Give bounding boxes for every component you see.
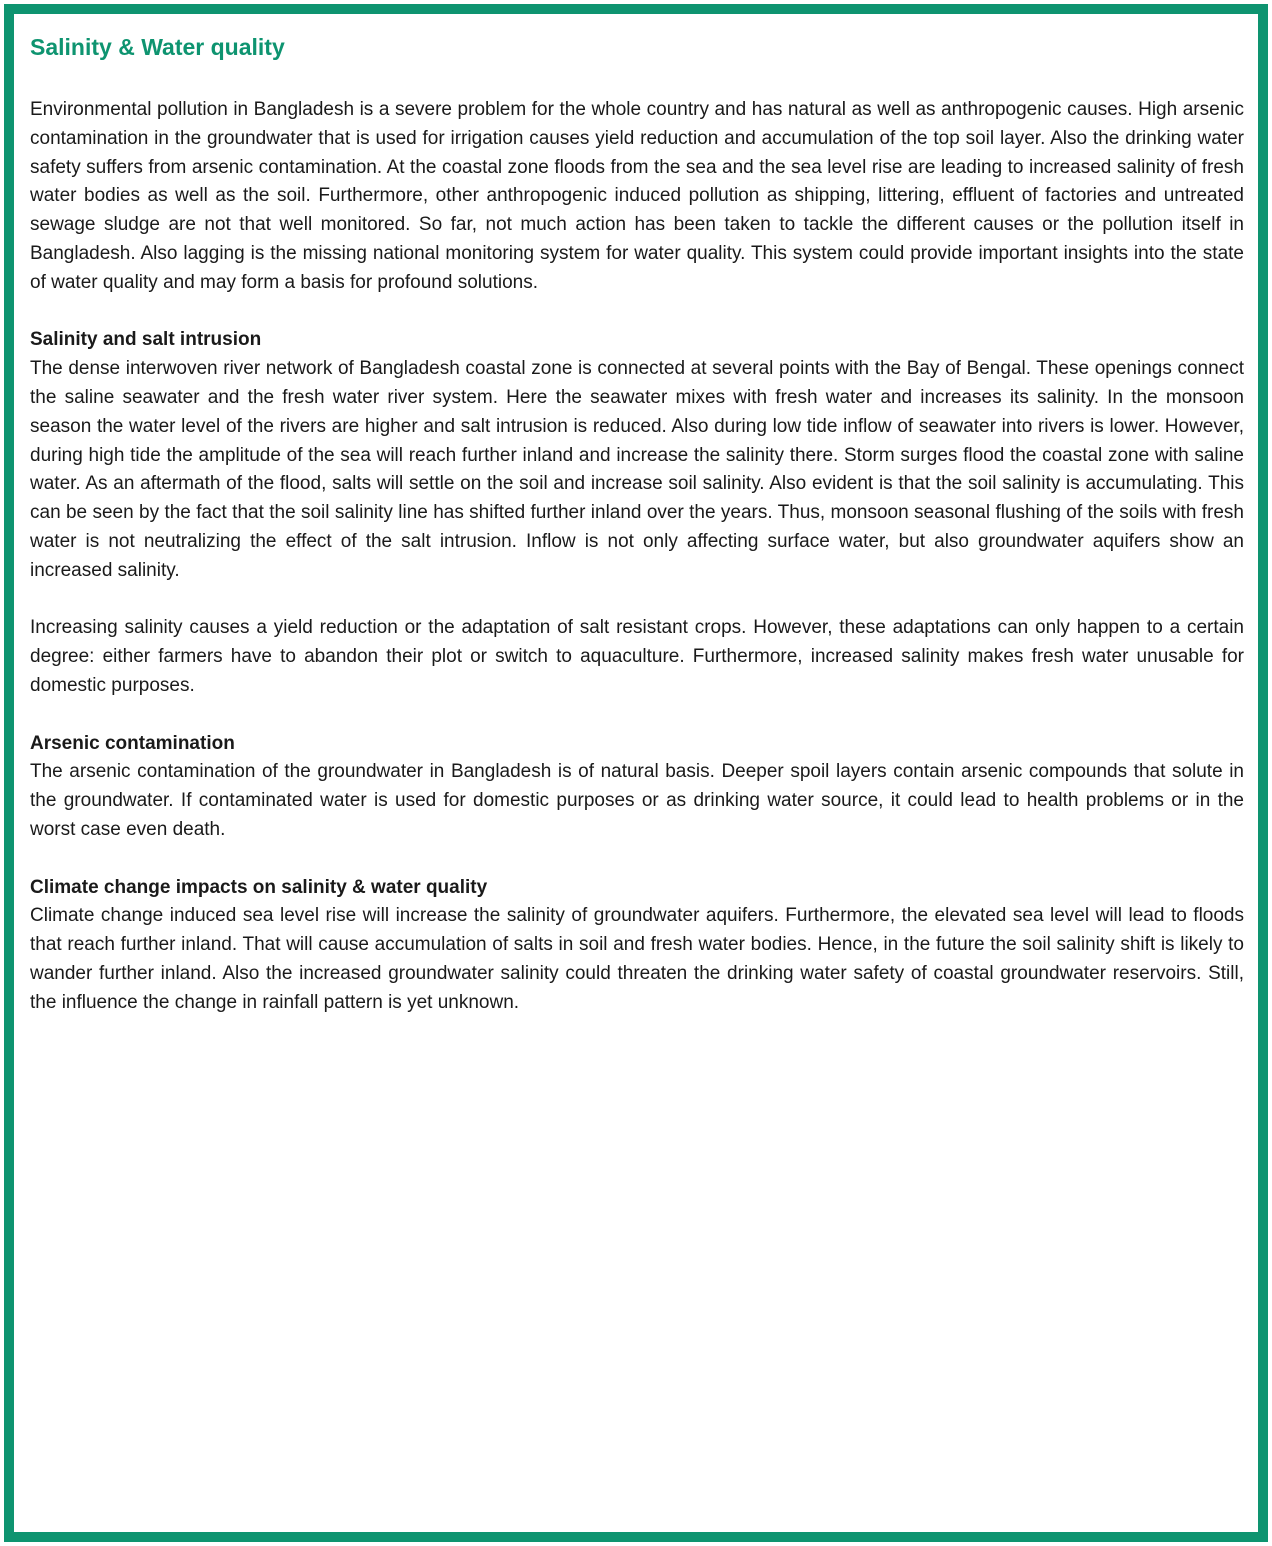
- intro-paragraph: Environmental pollution in Bangladesh is a severe problem for the whole country and has natural as well as anthropogenic causes. High arsenic contamination in the groundwater that is used for irrigation causes yield reduction and accumulation of the top soil layer. Also the drinking water safety suffers from arsenic contamination. At the coastal zone floods from the sea and the sea level rise are leading to increased salinity of fresh water bodies as well as the soil. Furthermore, other anthropogenic induced pollution as shipping, littering, effluent of factories and untreated sewage sludge are not that well monitored. So far, not much action has been taken to tackle the different causes or the pollution itself in Bangladesh. Also lagging is the missing national monitoring system for water quality. This system could provide important insights into the state of water quality and may form a basis for profound solutions.: [30, 99, 1244, 293]
- section-climate-change: [30, 874, 1244, 1018]
- section-paragraph: The dense interwoven river network of Bangladesh coastal zone is connected at several points with the Bay of Bengal. These openings connect the saline seawater and the fresh water river system. Here the seawater mixes with fresh water and increases its salinity. In the monsoon season the water level of the rivers are higher and salt intrusion is reduced. Also during low tide inflow of seawater into rivers is lower. However, during high tide the amplitude of the sea will reach further inland and increase the salinity there. Storm surges flood the coastal zone with saline water. As an aftermath of the flood, salts will settle on the soil and increase soil salinity. Also evident is that the soil salinity is accumulating. This can be seen by the fact that the soil salinity line has shifted further inland over the years. Thus, monsoon seasonal flushing of the soils with fresh water is not neutralizing the effect of the salt intrusion. Inflow is not only affecting surface water, but also groundwater aquifers show an increased salinity.: [30, 358, 1244, 581]
- section-paragraph: Increasing salinity causes a yield reduction or the adaptation of salt resistant crops. However, these adaptations can only happen to a certain degree: either farmers have to abandon their plot or switch to aquaculture. Furthermore, increased salinity makes fresh water unusable for domestic purposes.: [30, 617, 1244, 696]
- spacer: [30, 62, 1244, 96]
- spacer: [30, 586, 1244, 615]
- section-salinity: [30, 326, 1244, 700]
- document-title: Salinity & Water quality: [30, 34, 285, 60]
- document-frame: [4, 4, 1268, 1542]
- spacer: [30, 298, 1244, 327]
- section-heading: Arsenic contamination: [30, 732, 235, 754]
- document-content: [30, 32, 1244, 1018]
- spacer: [30, 701, 1244, 730]
- section-heading: Climate change impacts on salinity & water quality: [30, 876, 488, 898]
- section-heading: Salinity and salt intrusion: [30, 329, 262, 351]
- section-paragraph: The arsenic contamination of the groundwater in Bangladesh is of natural basis. Deeper spoil layers contain arsenic compounds that solute in the groundwater. If contaminated water is used for domestic purposes or as drinking water source, it could lead to health problems or in the worst case even death.: [30, 761, 1244, 840]
- section-arsenic: [30, 730, 1244, 845]
- spacer: [30, 845, 1244, 874]
- section-paragraph: Climate change induced sea level rise will increase the salinity of groundwater aquifers. Furthermore, the elevated sea level will lead to floods that reach further inland. That will cause accumulation of salts in soil and fresh water bodies. Hence, in the future the soil salinity shift is likely to wander further inland. Also the increased groundwater salinity could threaten the drinking water safety of coastal groundwater reservoirs. Still, the influence the change in rainfall pattern is yet unknown.: [30, 905, 1244, 1013]
